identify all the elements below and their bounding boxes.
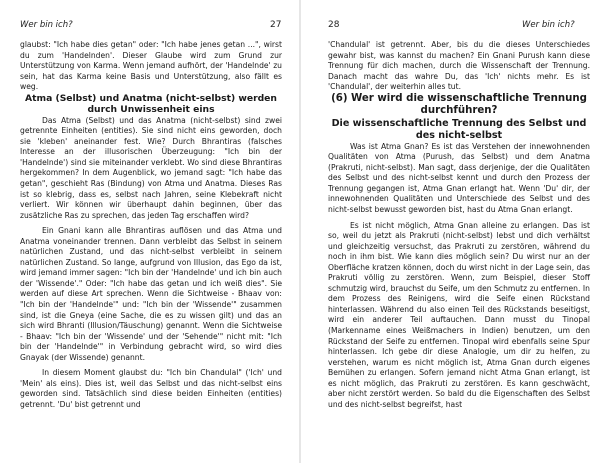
page-number-left: 27 (270, 20, 282, 30)
page-number-right: 28 (328, 20, 340, 30)
right-page (300, 0, 600, 463)
chapter-heading: (6) Wer wird die wissenschaftliche Trennung durchführen? (331, 92, 587, 117)
left-text-block (20, 40, 282, 411)
paragraph: Es ist nicht möglich, Atma Gnan alleine zu erlangen. Das ist so, weil du jetzt als Prakruti (nicht-selbst) lebst und dich verhältst und gleichzeitig versuchst, das Prakruti zu zerstören, während du noch in ihm bist. Wie kann dies möglich sein? Du wirst nur an der Oberfläche kratzen können, doch du wirst nicht in der Lage sein, das Prakruti völlig zu zerstören. Wenn, zum Beispiel, dieser Stoff schmutzig wird, brauchst du Seife, um den Schmutz zu entfernen. In dem Prozess des Reinigens, wird die Seife einen Rückstand hinterlassen. Während du also einen Teil des Rückstands beseitigst, wird ein anderer Teil auftauchen. Dann musst du Tinopal (Markenname eines Weißmachers in Indien) benutzen, um den Rückstand der Seife zu entfernen. Tinopal wird ebenfalls seine Spur hinterlassen. Ich gebe dir diese Analogie, um dir zu helfen, zu verstehen, warum es nicht möglich ist, Atma Gnan durch eigenes Bemühen zu erlangen. Sofern jemand nicht Atma Gnan erlangt, ist es nicht möglich, das Prakruti zu zerstören. Es kann geschwächt, aber nicht zerstört werden. So bald du die Eigenschaften des Selbst und des nicht-selbst begreifst, hast (328, 220, 590, 409)
paragraph: Was ist Atma Gnan? Es ist das Verstehen der innewohnenden Qualitäten von Atma (Purush, das Selbst) und dem Anatma (Prakruti, nicht-selbst). Man sagt, dass derjenige, der die Qualitäten des Selbst und des nicht-selbst kennt und durch den Prozess der Trennung gegangen ist, Atma Gnan erlangt hat. Wenn 'Du' dir, der innewohnenden Qualitäten und Unterschiede des Selbst und des nicht-selbst bewusst geworden bist, hast du Atma Gnan erlangt. (328, 141, 590, 215)
running-title-right: Wer bin ich? (522, 20, 575, 30)
paragraph: 'Chandulal' ist getrennt. Aber, bis du die dieses Unterschiedes gewahr bist, was kannst du machen? Ein Gnani Purush kann diese Trennung für dich machen, durch die Wissenschaft der Trennung. Danach macht das wahre Du, das 'Ich' nichts mehr. Es ist 'Chandulal', der weiterhin alles tut. (328, 40, 590, 92)
running-title-left: Wer bin ich? (20, 20, 73, 30)
paragraph: In diesem Moment glaubst du: "Ich bin Chandulal" ('Ich' und 'Mein' als eins). Dies ist, weil das Selbst und das nicht-selbst eins geworden sind. Tatsächlich sind diese beiden Einheiten (entities) getrennt. 'Du' bist getrennt und (20, 368, 282, 409)
section-heading: Atma (Selbst) und Anatma (nicht-selbst) werden durch Unwissenheit eins (25, 92, 277, 116)
paragraph: Das Atma (Selbst) und das Anatma (nicht-selbst) sind zwei getrennte Einheiten (entities). Sie sind nicht eins geworden, doch sie 'kleben' aneinander fest. Wie? Durch Bhrantiras (falsches Interesse an der illusorischen Überzeugung: "Ich bin der 'Handelnde') sind sie miteinander verklebt. Wo sind diese Bhrantiras hergekommen? In dem Augenblick, wo jemand sagt: "Ich habe das getan", geschieht Ras (Bindung) von Atma und Anatma. Dieses Ras ist so klebrig, dass es, selbst nach Jahren, seine Klebekraft nicht verliert. Wir können wir überhaupt dahin beginnen, über das zusätzliche Ras zu sprechen, das jeden Tag erschaffen wird? (20, 115, 282, 220)
right-text-block (328, 40, 590, 410)
section-heading: Die wissenschaftliche Trennung des Selbst und des nicht-selbst (331, 117, 587, 141)
paragraph: Ein Gnani kann alle Bhrantiras auflösen und das Atma und Anatma voneinander trennen. Dann verbleibt das Selbst in seinem natürlichen Zustand, und das nicht-selbst verbleibt in seinem natürlichen Zustand. So lange, aufgrund von Illusion, das Ego da ist, wird jemand immer sagen: "Ich bin der 'Handelnde' und ich bin auch der 'Wissende'." Oder: "Ich habe das getan und ich weiß dies". Sie werden auf diese Art sprechen. Wenn die Sichtweise - Bhaav von: "Ich bin der 'Handelnde'" und: "Ich bin der 'Wissende'" zusammen sind, ist die Gneya (eine Sache, die es zu wissen gilt) und das an sich wird Bhranti (Illusion/Täuschung) genannt. Wenn die Sichtweise - Bhaav: "Ich bin der 'Wissende' und der 'Sehende'" nicht mit: "Ich bin der 'Handelnde'" in Verbindung gebracht wird, so wird dies Gnayak (der Wissende) genannt. (20, 226, 282, 362)
paragraph: glaubst: "Ich habe dies getan" oder: "Ich habe jenes getan ...", wirst du zum 'Handelnden'. Dieser Glaube wird zum Grund zur Unterstützung von Karma. Wenn jemand aufhört, der 'Handelnde' zu sein, hat das Karma keine Basis und Unterstützung, also fällt es weg. (20, 40, 282, 92)
